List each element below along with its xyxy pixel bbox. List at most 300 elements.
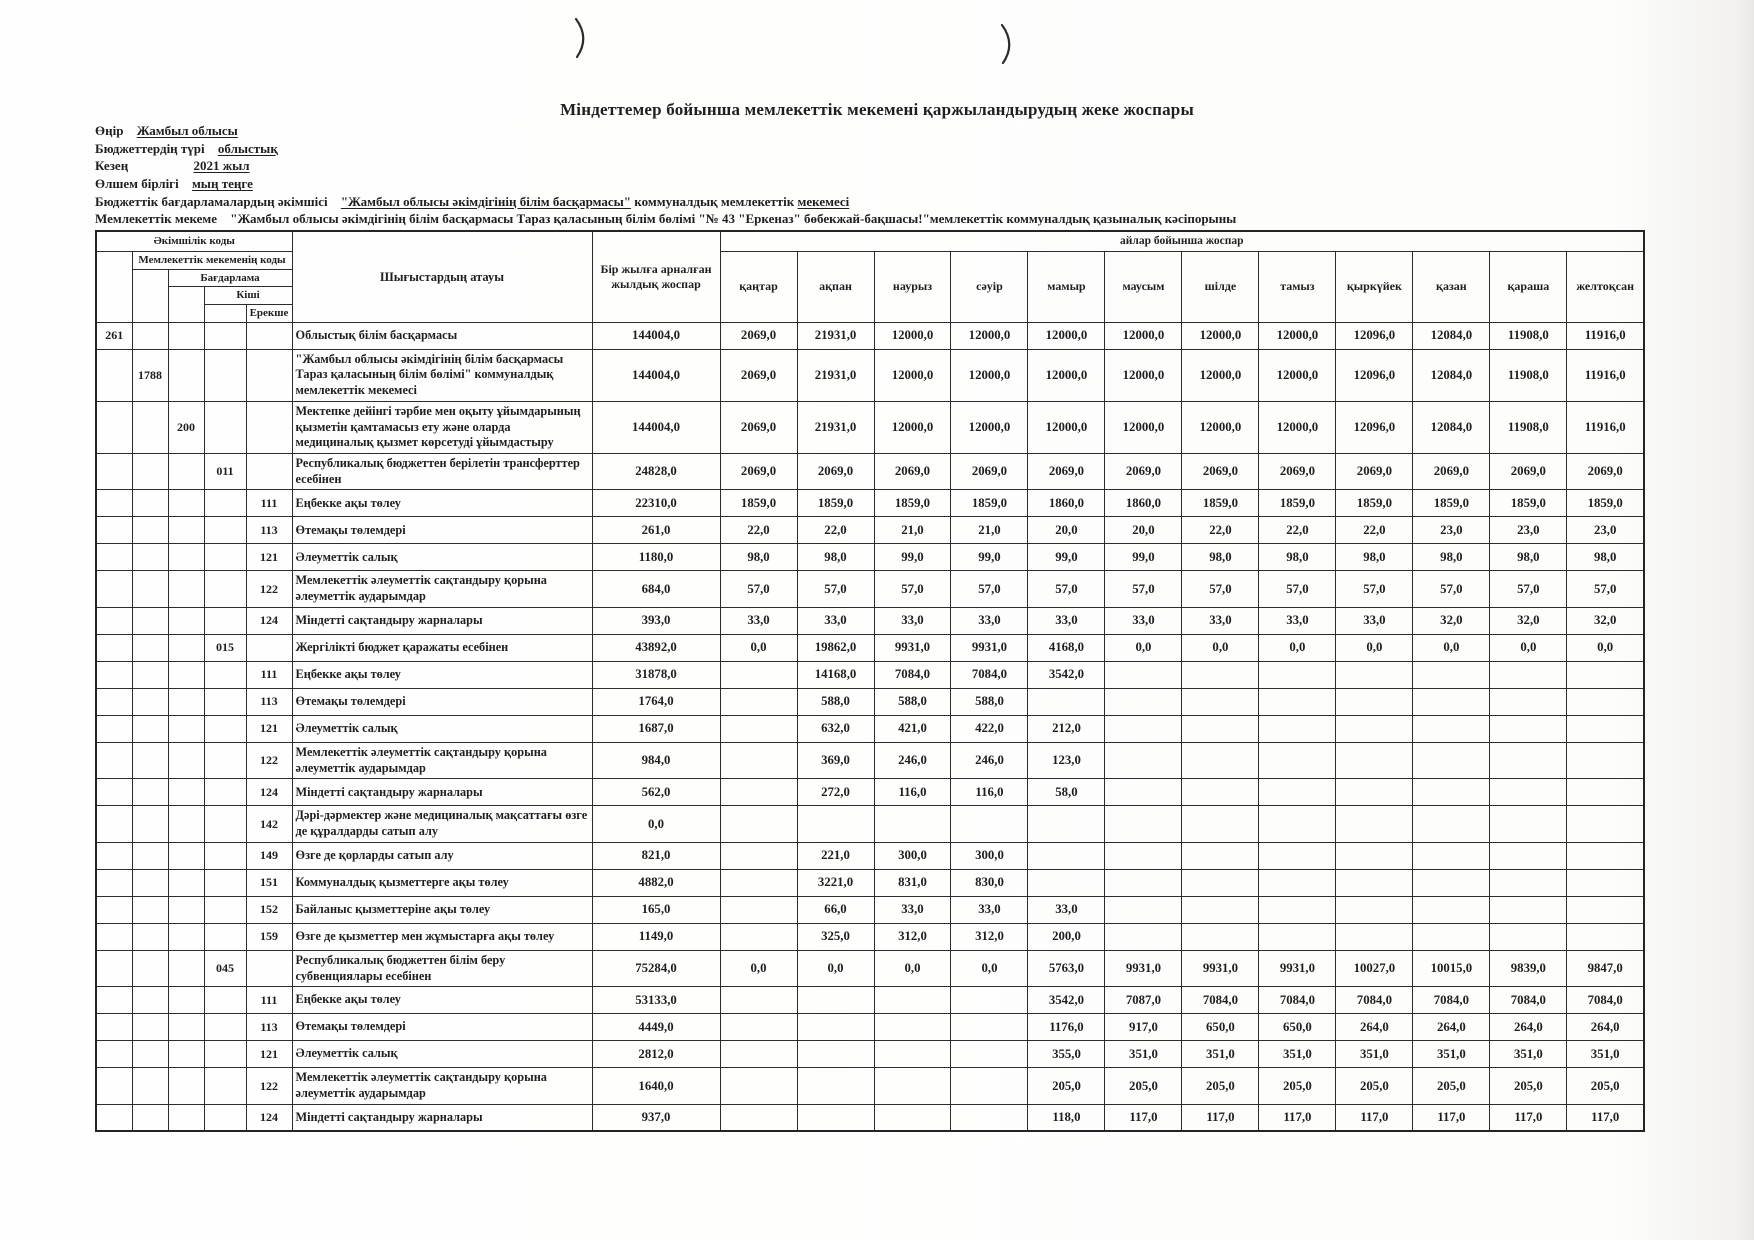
month-value-cell: 0,0 bbox=[1336, 634, 1413, 661]
expense-name-cell: Өтемақы төлемдері bbox=[292, 688, 592, 715]
month-value-cell: 205,0 bbox=[1259, 1068, 1336, 1104]
month-value-cell: 12096,0 bbox=[1336, 322, 1413, 349]
expense-name-cell: Әлеуметтік салық bbox=[292, 544, 592, 571]
code-cell bbox=[168, 896, 204, 923]
month-value-cell bbox=[1490, 842, 1567, 869]
month-value-cell: 12000,0 bbox=[1182, 401, 1259, 453]
code-cell: 111 bbox=[246, 490, 292, 517]
month-value-cell bbox=[1259, 806, 1336, 842]
month-value-cell: 32,0 bbox=[1413, 607, 1490, 634]
code-cell: 122 bbox=[246, 571, 292, 607]
month-value-cell: 300,0 bbox=[874, 842, 951, 869]
code-cell bbox=[132, 607, 168, 634]
expense-name-cell: Байланыс қызметтеріне ақы төлеу bbox=[292, 896, 592, 923]
table-row bbox=[96, 1104, 1644, 1131]
month-value-cell bbox=[951, 1014, 1028, 1041]
code-cell bbox=[204, 1068, 246, 1104]
annual-plan-cell: 144004,0 bbox=[592, 322, 720, 349]
meta-institution bbox=[95, 210, 1236, 228]
month-value-cell: 588,0 bbox=[797, 688, 874, 715]
month-value-cell: 22,0 bbox=[1336, 517, 1413, 544]
annual-plan-cell: 165,0 bbox=[592, 896, 720, 923]
month-value-cell: 33,0 bbox=[1336, 607, 1413, 634]
month-value-cell: 57,0 bbox=[1182, 571, 1259, 607]
code-cell bbox=[204, 607, 246, 634]
table-row bbox=[96, 869, 1644, 896]
month-value-cell: 351,0 bbox=[1413, 1041, 1490, 1068]
month-value-cell bbox=[720, 1041, 797, 1068]
month-value-cell bbox=[951, 1068, 1028, 1104]
month-value-cell bbox=[797, 1104, 874, 1131]
annual-plan-cell: 53133,0 bbox=[592, 987, 720, 1014]
expense-name-cell: Мемлекеттік әлеуметтік сақтандыру қорына әлеуметтік аударымдар bbox=[292, 1068, 592, 1104]
code-cell bbox=[132, 634, 168, 661]
code-cell bbox=[204, 349, 246, 401]
month-value-cell bbox=[1259, 688, 1336, 715]
expense-name-cell: Облыстық білім басқармасы bbox=[292, 322, 592, 349]
code-cell bbox=[132, 987, 168, 1014]
code-cell bbox=[168, 544, 204, 571]
month-value-cell: 116,0 bbox=[874, 779, 951, 806]
code-cell bbox=[96, 607, 132, 634]
month-value-cell: 3542,0 bbox=[1028, 987, 1105, 1014]
month-value-cell: 98,0 bbox=[1567, 544, 1644, 571]
header-spacer bbox=[96, 252, 132, 323]
month-value-cell: 0,0 bbox=[1567, 634, 1644, 661]
expense-name-cell: Міндетті сақтандыру жарналары bbox=[292, 1104, 592, 1131]
month-value-cell: 33,0 bbox=[874, 607, 951, 634]
month-value-cell bbox=[951, 806, 1028, 842]
month-value-cell bbox=[951, 1104, 1028, 1131]
month-value-cell: 57,0 bbox=[1105, 571, 1182, 607]
meta-unit bbox=[95, 175, 1236, 193]
code-cell bbox=[168, 453, 204, 489]
code-cell bbox=[168, 322, 204, 349]
month-value-cell: 14168,0 bbox=[797, 661, 874, 688]
month-value-cell: 117,0 bbox=[1259, 1104, 1336, 1131]
code-cell bbox=[96, 571, 132, 607]
month-value-cell: 20,0 bbox=[1105, 517, 1182, 544]
month-value-cell: 1176,0 bbox=[1028, 1014, 1105, 1041]
code-cell bbox=[132, 896, 168, 923]
expense-name-cell: Еңбекке ақы төлеу bbox=[292, 987, 592, 1014]
code-cell bbox=[246, 401, 292, 453]
meta-period bbox=[95, 157, 1236, 175]
month-value-cell: 355,0 bbox=[1028, 1041, 1105, 1068]
month-value-cell: 22,0 bbox=[1182, 517, 1259, 544]
code-cell: 200 bbox=[168, 401, 204, 453]
table-row bbox=[96, 1014, 1644, 1041]
month-value-cell: 99,0 bbox=[1028, 544, 1105, 571]
month-value-cell bbox=[720, 742, 797, 778]
month-value-cell: 2069,0 bbox=[720, 401, 797, 453]
month-value-cell: 98,0 bbox=[1490, 544, 1567, 571]
month-value-cell bbox=[1567, 842, 1644, 869]
table-row bbox=[96, 634, 1644, 661]
month-value-cell bbox=[1336, 742, 1413, 778]
code-cell bbox=[168, 987, 204, 1014]
code-cell: 111 bbox=[246, 661, 292, 688]
month-value-cell: 1859,0 bbox=[951, 490, 1028, 517]
month-value-cell bbox=[1413, 779, 1490, 806]
code-cell bbox=[132, 842, 168, 869]
month-value-cell: 117,0 bbox=[1490, 1104, 1567, 1131]
month-value-cell bbox=[797, 1014, 874, 1041]
code-cell bbox=[168, 607, 204, 634]
code-cell bbox=[132, 661, 168, 688]
meta-period-label: Кезең bbox=[95, 158, 129, 174]
annual-plan-cell: 2812,0 bbox=[592, 1041, 720, 1068]
annual-plan-cell: 43892,0 bbox=[592, 634, 720, 661]
code-cell: 121 bbox=[246, 544, 292, 571]
month-value-cell: 351,0 bbox=[1336, 1041, 1413, 1068]
meta-period-value: 2021 жыл bbox=[193, 158, 250, 174]
annual-plan-cell: 821,0 bbox=[592, 842, 720, 869]
month-value-cell: 32,0 bbox=[1567, 607, 1644, 634]
meta-admin-value-main: "Жамбыл облысы әкімдігінің білім басқармасы" bbox=[340, 193, 632, 209]
month-value-cell: 1859,0 bbox=[1567, 490, 1644, 517]
month-value-cell: 588,0 bbox=[951, 688, 1028, 715]
month-value-cell: 7084,0 bbox=[1182, 987, 1259, 1014]
table-row bbox=[96, 517, 1644, 544]
code-cell: 045 bbox=[204, 950, 246, 986]
month-value-cell bbox=[720, 779, 797, 806]
month-value-cell: 66,0 bbox=[797, 896, 874, 923]
month-value-cell: 33,0 bbox=[720, 607, 797, 634]
month-value-cell bbox=[1105, 661, 1182, 688]
code-cell bbox=[96, 923, 132, 950]
code-cell: 152 bbox=[246, 896, 292, 923]
annual-plan-cell: 31878,0 bbox=[592, 661, 720, 688]
month-value-cell: 351,0 bbox=[1182, 1041, 1259, 1068]
code-cell bbox=[204, 544, 246, 571]
month-value-cell bbox=[1105, 923, 1182, 950]
month-value-cell: 264,0 bbox=[1336, 1014, 1413, 1041]
expense-name-cell: Еңбекке ақы төлеу bbox=[292, 490, 592, 517]
month-value-cell: 2069,0 bbox=[1336, 453, 1413, 489]
month-value-cell: 221,0 bbox=[797, 842, 874, 869]
expense-name-cell: Өтемақы төлемдері bbox=[292, 517, 592, 544]
month-value-cell bbox=[720, 715, 797, 742]
month-value-cell: 0,0 bbox=[1182, 634, 1259, 661]
month-value-cell bbox=[1567, 869, 1644, 896]
code-cell bbox=[246, 349, 292, 401]
month-value-cell: 10015,0 bbox=[1413, 950, 1490, 986]
month-value-cell: 11908,0 bbox=[1490, 322, 1567, 349]
month-value-cell: 33,0 bbox=[1259, 607, 1336, 634]
month-value-cell: 117,0 bbox=[1182, 1104, 1259, 1131]
code-cell: 122 bbox=[246, 742, 292, 778]
month-value-cell: 117,0 bbox=[1413, 1104, 1490, 1131]
code-cell: 121 bbox=[246, 715, 292, 742]
month-value-cell bbox=[1567, 661, 1644, 688]
month-value-cell bbox=[1413, 896, 1490, 923]
code-cell: 113 bbox=[246, 1014, 292, 1041]
month-value-cell: 9847,0 bbox=[1567, 950, 1644, 986]
month-value-cell bbox=[1105, 779, 1182, 806]
code-cell bbox=[96, 869, 132, 896]
code-cell bbox=[96, 453, 132, 489]
table-row bbox=[96, 715, 1644, 742]
annual-plan-cell: 75284,0 bbox=[592, 950, 720, 986]
table-row bbox=[96, 779, 1644, 806]
month-value-cell bbox=[1413, 742, 1490, 778]
month-value-cell bbox=[1567, 715, 1644, 742]
code-cell bbox=[168, 715, 204, 742]
month-value-cell: 2069,0 bbox=[720, 349, 797, 401]
month-value-cell: 4168,0 bbox=[1028, 634, 1105, 661]
month-value-cell: 33,0 bbox=[951, 607, 1028, 634]
month-value-cell bbox=[1490, 869, 1567, 896]
month-value-cell bbox=[1567, 896, 1644, 923]
table-row bbox=[96, 571, 1644, 607]
month-value-cell bbox=[1105, 896, 1182, 923]
month-value-cell: 205,0 bbox=[1336, 1068, 1413, 1104]
month-value-cell bbox=[1413, 869, 1490, 896]
month-value-cell: 12000,0 bbox=[1028, 322, 1105, 349]
code-cell bbox=[168, 950, 204, 986]
month-value-cell bbox=[874, 987, 951, 1014]
month-value-cell: 1860,0 bbox=[1028, 490, 1105, 517]
month-value-cell: 57,0 bbox=[1567, 571, 1644, 607]
code-cell bbox=[204, 1104, 246, 1131]
month-value-cell bbox=[1490, 896, 1567, 923]
code-cell bbox=[168, 869, 204, 896]
code-cell bbox=[204, 896, 246, 923]
annual-plan-cell: 393,0 bbox=[592, 607, 720, 634]
header-specific: Ерекше bbox=[246, 304, 292, 322]
month-value-cell: 12000,0 bbox=[951, 322, 1028, 349]
month-value-cell: 57,0 bbox=[1413, 571, 1490, 607]
month-value-cell bbox=[1182, 779, 1259, 806]
code-cell bbox=[246, 950, 292, 986]
meta-budget-type-value: облыстық bbox=[217, 140, 278, 156]
table-row bbox=[96, 322, 1644, 349]
month-value-cell bbox=[1413, 806, 1490, 842]
table-row bbox=[96, 923, 1644, 950]
month-value-cell: 12000,0 bbox=[1259, 322, 1336, 349]
code-cell: 1788 bbox=[132, 349, 168, 401]
month-value-cell: 12000,0 bbox=[874, 349, 951, 401]
header-annual-plan: Бір жылға арналған жылдық жоспар bbox=[592, 231, 720, 322]
month-value-cell: 2069,0 bbox=[1182, 453, 1259, 489]
month-value-cell: 12000,0 bbox=[1105, 349, 1182, 401]
month-value-cell bbox=[874, 1104, 951, 1131]
month-value-cell: 9931,0 bbox=[951, 634, 1028, 661]
annual-plan-cell: 0,0 bbox=[592, 806, 720, 842]
header-month-nov: қараша bbox=[1490, 252, 1567, 323]
code-cell bbox=[168, 490, 204, 517]
code-cell bbox=[168, 349, 204, 401]
code-cell bbox=[204, 661, 246, 688]
code-cell bbox=[96, 1014, 132, 1041]
code-cell: 121 bbox=[246, 1041, 292, 1068]
month-value-cell: 1859,0 bbox=[720, 490, 797, 517]
month-value-cell bbox=[874, 1014, 951, 1041]
code-cell: 159 bbox=[246, 923, 292, 950]
month-value-cell: 12084,0 bbox=[1413, 322, 1490, 349]
month-value-cell: 246,0 bbox=[951, 742, 1028, 778]
month-value-cell: 57,0 bbox=[797, 571, 874, 607]
meta-admin-value-tail: мекемесі bbox=[797, 193, 850, 209]
table-header bbox=[96, 231, 1644, 322]
code-cell bbox=[132, 517, 168, 544]
month-value-cell: 21931,0 bbox=[797, 322, 874, 349]
table-row bbox=[96, 950, 1644, 986]
month-value-cell: 831,0 bbox=[874, 869, 951, 896]
month-value-cell: 312,0 bbox=[874, 923, 951, 950]
code-cell bbox=[132, 923, 168, 950]
header-expense-name: Шығыстардың атауы bbox=[292, 231, 592, 322]
annual-plan-cell: 1180,0 bbox=[592, 544, 720, 571]
month-value-cell: 2069,0 bbox=[1105, 453, 1182, 489]
month-value-cell bbox=[1259, 869, 1336, 896]
code-cell bbox=[204, 923, 246, 950]
month-value-cell: 0,0 bbox=[874, 950, 951, 986]
month-value-cell: 650,0 bbox=[1182, 1014, 1259, 1041]
month-value-cell bbox=[1567, 779, 1644, 806]
code-cell bbox=[96, 1041, 132, 1068]
month-value-cell: 22,0 bbox=[797, 517, 874, 544]
month-value-cell: 200,0 bbox=[1028, 923, 1105, 950]
code-cell bbox=[96, 401, 132, 453]
month-value-cell: 1860,0 bbox=[1105, 490, 1182, 517]
meta-region bbox=[95, 122, 1236, 140]
meta-budget-type bbox=[95, 140, 1236, 158]
expense-name-cell: Өзге де қорларды сатып алу bbox=[292, 842, 592, 869]
code-cell bbox=[204, 987, 246, 1014]
code-cell bbox=[96, 779, 132, 806]
month-value-cell: 21,0 bbox=[951, 517, 1028, 544]
month-value-cell: 12096,0 bbox=[1336, 349, 1413, 401]
annual-plan-cell: 684,0 bbox=[592, 571, 720, 607]
month-value-cell: 57,0 bbox=[1259, 571, 1336, 607]
month-value-cell: 2069,0 bbox=[720, 453, 797, 489]
month-value-cell: 123,0 bbox=[1028, 742, 1105, 778]
header-month-oct: қазан bbox=[1413, 252, 1490, 323]
table-row bbox=[96, 544, 1644, 571]
month-value-cell: 7084,0 bbox=[951, 661, 1028, 688]
code-cell bbox=[168, 806, 204, 842]
month-value-cell: 99,0 bbox=[1105, 544, 1182, 571]
code-cell bbox=[132, 869, 168, 896]
month-value-cell: 12000,0 bbox=[874, 322, 951, 349]
code-cell bbox=[96, 661, 132, 688]
annual-plan-cell: 144004,0 bbox=[592, 349, 720, 401]
expense-name-cell: Дәрі-дәрмектер және медициналық мақсаттағы өзге де құралдарды сатып алу bbox=[292, 806, 592, 842]
code-cell: 124 bbox=[246, 1104, 292, 1131]
code-cell: 113 bbox=[246, 688, 292, 715]
header-month-aug: тамыз bbox=[1259, 252, 1336, 323]
header-month-mar: наурыз bbox=[874, 252, 951, 323]
table-row bbox=[96, 453, 1644, 489]
month-value-cell bbox=[720, 842, 797, 869]
code-cell: 124 bbox=[246, 607, 292, 634]
code-cell bbox=[96, 1068, 132, 1104]
month-value-cell: 7087,0 bbox=[1105, 987, 1182, 1014]
month-value-cell: 7084,0 bbox=[1490, 987, 1567, 1014]
month-value-cell bbox=[1259, 923, 1336, 950]
month-value-cell bbox=[874, 1068, 951, 1104]
month-value-cell: 11916,0 bbox=[1567, 322, 1644, 349]
annual-plan-cell: 144004,0 bbox=[592, 401, 720, 453]
month-value-cell bbox=[951, 987, 1028, 1014]
month-value-cell: 118,0 bbox=[1028, 1104, 1105, 1131]
code-cell bbox=[168, 742, 204, 778]
expense-name-cell: Әлеуметтік салық bbox=[292, 715, 592, 742]
month-value-cell: 117,0 bbox=[1567, 1104, 1644, 1131]
month-value-cell: 351,0 bbox=[1567, 1041, 1644, 1068]
table-row bbox=[96, 1068, 1644, 1104]
month-value-cell: 12084,0 bbox=[1413, 349, 1490, 401]
code-cell bbox=[96, 950, 132, 986]
month-value-cell bbox=[720, 688, 797, 715]
month-value-cell: 1859,0 bbox=[1490, 490, 1567, 517]
month-value-cell: 20,0 bbox=[1028, 517, 1105, 544]
month-value-cell: 264,0 bbox=[1413, 1014, 1490, 1041]
month-value-cell: 2069,0 bbox=[1413, 453, 1490, 489]
month-value-cell: 351,0 bbox=[1259, 1041, 1336, 1068]
month-value-cell: 2069,0 bbox=[951, 453, 1028, 489]
header-spacer bbox=[168, 287, 204, 322]
header-month-apr: сәуір bbox=[951, 252, 1028, 323]
month-value-cell: 351,0 bbox=[1490, 1041, 1567, 1068]
month-value-cell bbox=[1490, 661, 1567, 688]
header-month-dec: желтоқсан bbox=[1567, 252, 1644, 323]
table-row bbox=[96, 896, 1644, 923]
month-value-cell: 12000,0 bbox=[1028, 349, 1105, 401]
month-value-cell: 33,0 bbox=[874, 896, 951, 923]
month-value-cell: 12000,0 bbox=[874, 401, 951, 453]
document-meta bbox=[95, 122, 1236, 228]
month-value-cell: 12000,0 bbox=[951, 401, 1028, 453]
month-value-cell bbox=[1490, 742, 1567, 778]
month-value-cell: 57,0 bbox=[874, 571, 951, 607]
expense-name-cell: Өзге де қызметтер мен жұмыстарға ақы төлеу bbox=[292, 923, 592, 950]
annual-plan-cell: 4882,0 bbox=[592, 869, 720, 896]
header-month-jun: маусым bbox=[1105, 252, 1182, 323]
code-cell bbox=[168, 779, 204, 806]
month-value-cell: 2069,0 bbox=[1567, 453, 1644, 489]
annual-plan-cell: 937,0 bbox=[592, 1104, 720, 1131]
code-cell bbox=[204, 715, 246, 742]
month-value-cell bbox=[874, 806, 951, 842]
table-row bbox=[96, 349, 1644, 401]
code-cell: 122 bbox=[246, 1068, 292, 1104]
month-value-cell: 205,0 bbox=[1567, 1068, 1644, 1104]
expense-name-cell: Мемлекеттік әлеуметтік сақтандыру қорына әлеуметтік аударымдар bbox=[292, 571, 592, 607]
month-value-cell bbox=[1413, 923, 1490, 950]
code-cell bbox=[132, 806, 168, 842]
header-admin-code: Әкімшілік коды bbox=[96, 231, 292, 252]
expense-name-cell: Жергілікті бюджет қаражаты есебінен bbox=[292, 634, 592, 661]
month-value-cell: 422,0 bbox=[951, 715, 1028, 742]
month-value-cell bbox=[720, 661, 797, 688]
header-program: Бағдарлама bbox=[168, 269, 292, 287]
table-row bbox=[96, 688, 1644, 715]
code-cell bbox=[204, 517, 246, 544]
month-value-cell: 325,0 bbox=[797, 923, 874, 950]
code-cell bbox=[96, 517, 132, 544]
month-value-cell: 57,0 bbox=[1028, 571, 1105, 607]
month-value-cell bbox=[1028, 842, 1105, 869]
month-value-cell bbox=[1182, 869, 1259, 896]
code-cell bbox=[132, 401, 168, 453]
month-value-cell: 99,0 bbox=[951, 544, 1028, 571]
month-value-cell: 9839,0 bbox=[1490, 950, 1567, 986]
month-value-cell bbox=[1182, 661, 1259, 688]
month-value-cell bbox=[1182, 742, 1259, 778]
